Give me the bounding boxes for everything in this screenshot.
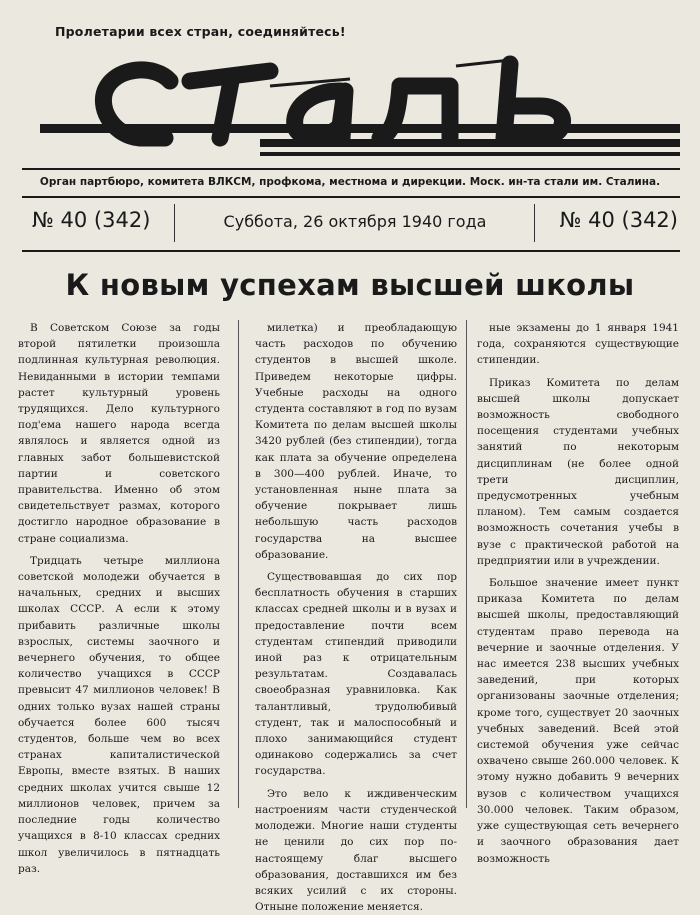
paragraph: Большое значение имеет пункт приказа Комитета по делам высшей школы, предоставляющий студентам право перевода на вечерние и заочные отделения. У нас имеется 238 высших учебных заведений, при которых организованы заочные отделения; кроме того, существует 20 заочных учебных заведений. Всей этой системой обучения уже сейчас охвачено свыше 260.000 человек. К этому нужно добавить 9 вечерних вузов с количеством учащихся 30.000 человек. Таким образом, уже существующая сеть вечернего и заочного образования дает возможность — [477, 577, 679, 865]
column-divider-1 — [238, 320, 239, 808]
divider-right — [534, 204, 535, 242]
article-column-3 — [477, 320, 679, 865]
paragraph: милетка) и преобладающую часть расходов по обучению студентов в высшей школе. Приведем некоторые цифры. Учебные расходы на одного студента составляют в год по вузам Комитета по делам высшей школы 3420 рублей (без стипендии), тогда как плата за обучение определена в 300—400 рублей. Иначе, то установленная ныне плата за обучение покрывает лишь небольшую часть расходов государства на высшее образование. — [255, 322, 457, 561]
paragraph: Существовавшая до сих пор бесплатность обучения в старших классах средней школы и в вузах и предоставление почти всем студентам стипендий приводили иной раз к отрицательным результатам. Создавалась своеобразная уравниловка. Как талантливый, трудолюбивый студент, так и малоспособный и плохо занимающийся студент одинаково содержались за счет государства. — [255, 571, 457, 778]
paragraph: ные экзамены до 1 января 1941 года, сохраняются существующие стипендии. — [477, 322, 679, 367]
paragraph: Тридцать четыре миллиона советской молодежи обучается в начальных, средних и высших школах СССР. А если к этому прибавить различные школы взрослых, системы заочного и вечернего обучения, то общее количество учащихся в СССР превысит 47 миллионов человек! В одних только вузах нашей страны обучается более 600 тысяч студентов, больше чем во всех странах капиталистической Европы, вместе взятых. В наших средних школах учится свыше 12 миллионов человек, причем за последние годы количество учащихся в 8-10 классах средних школ увеличилось в пятнадцать раз. — [18, 554, 220, 875]
info-rule-bottom — [22, 250, 680, 252]
paragraph: В Советском Союзе за годы второй пятилетки произошла подлинная культурная революция. Невиданными в истории темпами растет культурный уровень трудящихся. Дело культурного под'ема нашего народа всегда являлось и является одной из главных забот большевистской партии и советского правительства. Именно об этом свидетельствует размах, которого достигло народное образование в стране социализма. — [18, 322, 220, 545]
article-body — [0, 320, 700, 914]
article-column-1 — [18, 320, 220, 875]
organ-line: Орган партбюро, комитета ВЛКСМ, профкома, местнома и дирекции. Моск. ин-та стали им. Сталина. — [39, 176, 661, 188]
issue-info-bar — [22, 200, 680, 248]
issue-number-left: № 40 (342) — [32, 208, 151, 232]
paragraph: Это вело к иждивенческим настроениям части студенческой молодежи. Многие наши студенты не ценили до сих пор по-настоящему благ высшего образования, доставшихся им без всяких усилий с их стороны. Отныне положение меняется. — [255, 787, 457, 914]
info-rule-top — [22, 196, 680, 198]
masthead-logo — [20, 46, 680, 166]
masthead — [20, 46, 680, 166]
paragraph: Приказ Комитета по делам высшей школы допускает возможность свободного посещения студентами учебных занятий по некоторым дисциплинам (не более одной трети дисциплин, предусмотренных учебным планом). Тем самым создается возможность сочетания учебы в вузе с практической работой на предприятии или в учреждении. — [477, 376, 679, 567]
divider-left — [174, 204, 175, 242]
issue-number-right: № 40 (342) — [559, 208, 678, 232]
article-column-2 — [255, 320, 457, 914]
slogan: Пролетарии всех стран, соединяйтесь! — [55, 24, 346, 39]
issue-date: Суббота, 26 октября 1940 года — [223, 212, 487, 231]
article-headline: К новым успехам высшей школы — [65, 268, 635, 302]
masthead-rule — [22, 168, 680, 170]
column-divider-2 — [466, 320, 467, 808]
